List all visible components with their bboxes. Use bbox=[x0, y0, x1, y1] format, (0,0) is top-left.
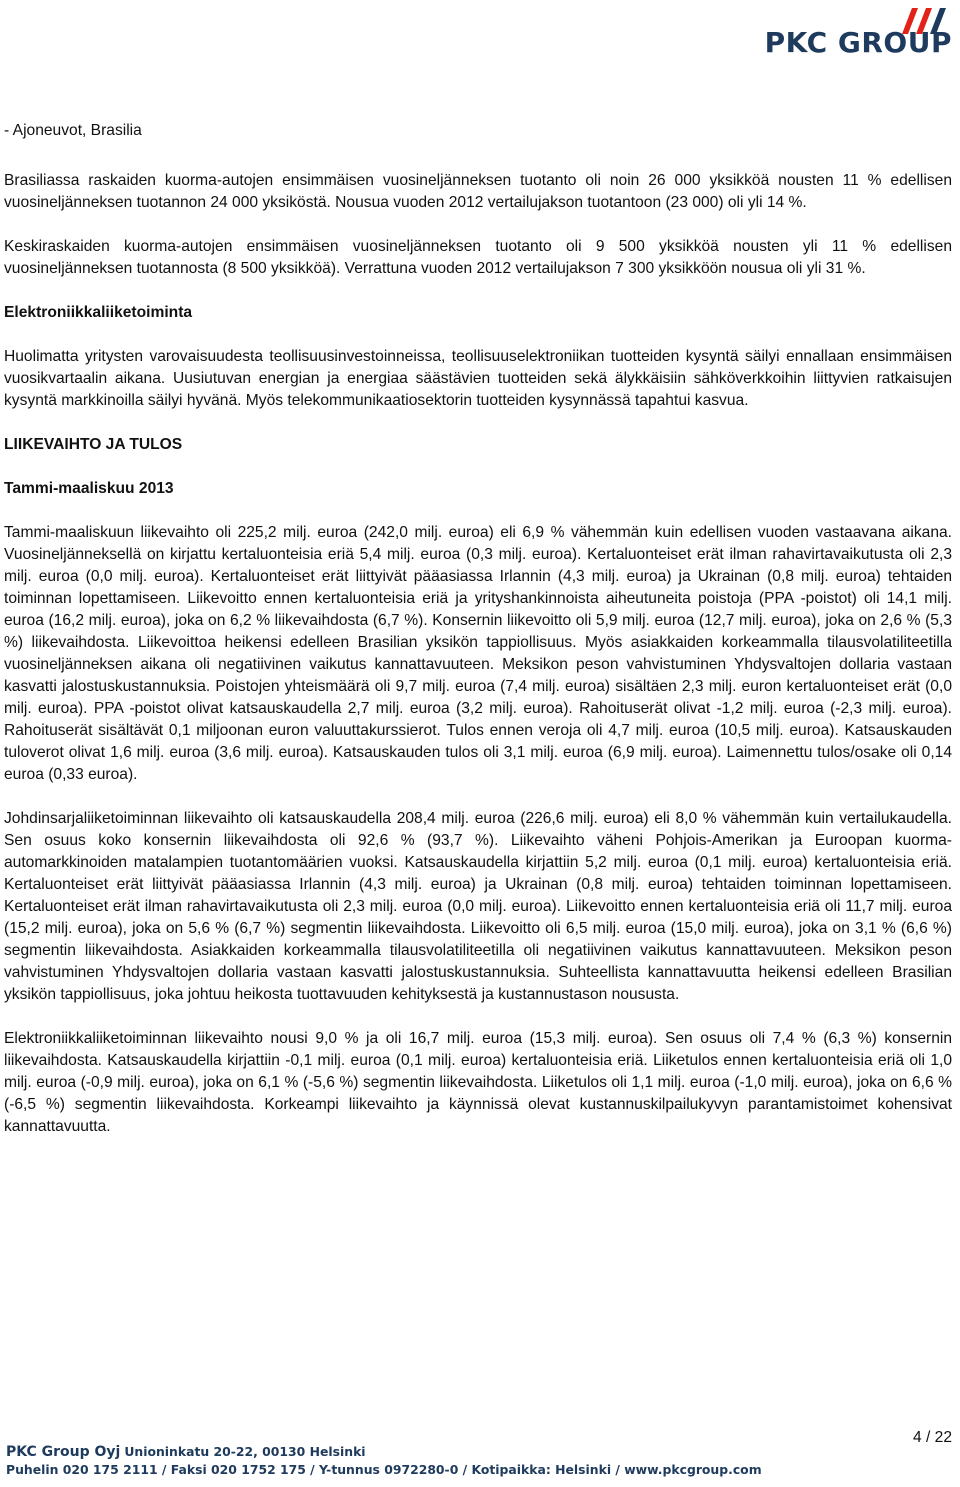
paragraph-brazil-medium-trucks: Keskiraskaiden kuorma-autojen ensimmäisen vuosineljänneksen tuotanto oli 9 500 yksikköä nousten yli 11 % edellisen vuosineljänneksen tuotannosta (8 500 yksikköä). Verrattuna vuoden 2012 vertailujakson 7 300 yksikköön nousua oli yli 31 %. bbox=[4, 238, 952, 277]
footer-address: Unioninkatu 20-22, 00130 Helsinki bbox=[124, 1444, 366, 1459]
footer-company-name: PKC Group Oyj bbox=[6, 1444, 121, 1460]
logo-text: PKC GROUP bbox=[764, 26, 952, 59]
paragraph-brazil-heavy-trucks: Brasiliassa raskaiden kuorma-autojen ensimmäisen vuosineljänneksen tuotanto oli noin 26 000 yksikköä nousten 11 % edellisen vuosineljänneksen tuotannon 24 000 yksiköstä. Nousua vuoden 2012 vertailujakson tuotantoon (23 000) oli yli 14 %. bbox=[4, 172, 952, 211]
subheading-period: Tammi-maaliskuu 2013 bbox=[4, 480, 174, 497]
footer bbox=[6, 1443, 954, 1479]
paragraph-electronics-results: Elektroniikkaliiketoiminnan liikevaihto nousi 9,0 % ja oli 16,7 milj. euroa (15,3 milj. euroa). Sen osuus oli 7,4 % (6,3 %) konsernin liikevaihdosta. Katsauskaudella kirjattiin -0,1 milj. euroa (0,1 milj. euroa) kertaluonteisia eriä. Liiketulos ennen kertaluonteisia eriä oli 1,0 milj. euroa (-0,9 milj. euroa), joka on 6,1 % (-5,6 %) segmentin liikevaihdosta. Liiketulos oli 1,1 milj. euroa (-1,0 milj. euroa), joka on 6,6 % (-6,5 %) segmentin liikevaihdosta. Korkeampi liikevaihto ja käynnissä olevat kustannuskilpailukyvyn parantamistoimet kohensivat kannattavuutta. bbox=[4, 1030, 952, 1135]
paragraph-electronics-demand: Huolimatta yritysten varovaisuudesta teollisuusinvestoinneissa, teollisuuselektroniikan tuotteiden kysyntä säilyi ennallaan ensimmäisen vuosikvartaalin aikana. Uusiutuvan energian ja energiaa säästävien tuotteiden sekä älykkäisiin sähköverkkoihin liittyvien ratkaisujen kysyntä markkinoilla säilyi hyvänä. Myös telekommunikaatiosektorin tuotteiden kysynnässä tapahtui kasvua. bbox=[4, 348, 952, 409]
section-heading-revenue-and-result: LIIKEVAIHTO JA TULOS bbox=[4, 436, 183, 453]
paragraph-group-results: Tammi-maaliskuun liikevaihto oli 225,2 milj. euroa (242,0 milj. euroa) eli 6,9 % vähemmän kuin edellisen vuoden vastaavana aikana. Vuosineljänneksellä on kirjattu kertaluonteisia eriä 5,4 milj. euroa (0,3 milj. euroa). Kertaluonteiset erät ilman rahavirtavaikutusta oli 2,3 milj. euroa (0,0 milj. euroa). Kertaluonteiset erät liittyivät pääasiassa Irlannin (4,3 milj. euroa) ja Ukrainan (0,8 milj. euroa) tehtaiden toiminnan lopettamiseen. Liikevoitto ennen kertaluonteisia eriä ja yrityshankinnoista aiheutuneita poistoja (PPA -poistot) oli 14,1 milj. euroa (16,2 milj. euroa), joka on 6,2 % liikevaihdosta (6,7 %). Konsernin liikevoitto oli 5,9 milj. euroa (12,7 milj. euroa), joka on 2,6 % (5,3 %) liikevaihdosta. Liikevoittoa heikensi edelleen Brasilian yksikön tappiollisuus. Myös asiakkaiden korkeammalla tilausvolatiliteetilla vuosineljänneksen aikana oli negatiivinen vaikutus kannattavuuteen. Meksikon peson vahvistuminen Yhdysvaltojen dollaria vastaan kasvatti jalostuskustannuksia. Poistojen yhteismäärä oli 9,7 milj. euroa (7,4 milj. euroa) sisältäen 2,3 milj. euron kertaluonteiset erät (0,0 milj. euroa). PPA -poistot olivat katsauskaudella 2,7 milj. euroa (3,2 milj. euroa). Rahoituserät olivat -1,2 milj. euroa (-2,3 milj. euroa). Rahoituserät sisältävät 0,1 miljoonan euron valuuttakurssierot. Tulos ennen veroja oli 4,7 milj. euroa (10,5 milj. euroa). Katsauskauden tuloverot olivat 1,6 milj. euroa (3,6 milj. euroa). Katsauskauden tulos oli 3,1 milj. euroa (6,9 milj. euroa). Laimennettu tulos/osake oli 0,14 euroa (0,33 euroa). bbox=[4, 524, 952, 783]
paragraph-wiring-harness-results: Johdinsarjaliiketoiminnan liikevaihto oli katsauskaudella 208,4 milj. euroa (226,6 milj. euroa) eli 8,0 % vähemmän kuin vertailukaudella. Sen osuus koko konsernin liikevaihdosta oli 92,6 % (93,7 %). Liikevaihto väheni Pohjois-Amerikan ja Euroopan kuorma-automarkkinoiden matalampien tuotantomäärien vuoksi. Katsauskaudella kirjattiin 5,2 milj. euroa (0,1 milj. euroa) kertaluonteisia eriä. Kertaluonteiset erät liittyivät pääasiassa Irlannin (4,3 milj. euroa) ja Ukrainan (0,8 milj. euroa) tehtaiden toiminnan lopettamiseen. Kertaluonteiset erät ilman rahavirtavaikutusta oli 2,3 milj. euroa (0,0 milj. euroa). Liikevoitto ennen kertaluonteisia eriä oli 11,7 milj. euroa (15,2 milj. euroa), joka on 5,6 % (6,7 %) segmentin liikevaihdosta. Liikevoitto oli 6,5 milj. euroa (15,0 milj. euroa), joka on 3,1 % (6,6 %) segmentin liikevaihdosta. Asiakkaiden korkeammalla tilausvolatiliteetilla oli negatiivinen vaikutus kannattavuuteen. Meksikon peson vahvistuminen Yhdysvaltojen dollaria vastaan kasvatti jalostuskustannuksia. Suhteellista kannattavuutta heikensi edelleen Brasilian yksikön tappiollisuus, joka johtuu heikosta tuottavuuden kehityksestä ja kustannustason noususta. bbox=[4, 810, 952, 1003]
footer-contact-line: Puhelin 020 175 2111 / Faksi 020 1752 175 / Y-tunnus 0972280-0 / Kotipaikka: Helsinki / www.pkcgroup.com bbox=[6, 1462, 762, 1477]
page-number: 4 / 22 bbox=[912, 1429, 952, 1446]
pkc-group-logo bbox=[692, 2, 952, 58]
document-body bbox=[4, 120, 952, 1138]
section-heading-vehicles-brazil: - Ajoneuvot, Brasilia bbox=[4, 122, 142, 139]
section-heading-electronics: Elektroniikkaliiketoiminta bbox=[4, 304, 193, 321]
